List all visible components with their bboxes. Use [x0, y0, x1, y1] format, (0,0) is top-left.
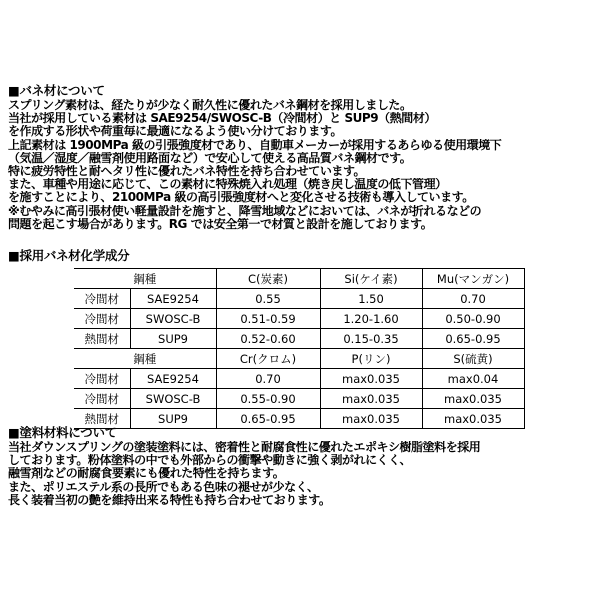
composition-table-2	[74, 348, 525, 429]
table-cell: SWOSC-B	[130, 309, 216, 329]
table-cell: 0.15-0.35	[320, 329, 422, 349]
table-cell: 冷間材	[74, 289, 130, 309]
paragraph-line: 上記素材は 1900MPa 級の引張強度材であり、自動車メーカーが採用するあらゆる使用環境下	[8, 138, 502, 152]
paragraph-line: を作成する形状や荷重毎に最適になるよう使い分けております。	[8, 125, 342, 139]
table-row	[74, 309, 524, 329]
table-cell: 0.51-0.59	[216, 309, 320, 329]
table-row	[74, 289, 524, 309]
paragraph-line: 当社ダウンスプリングの塗装塗料には、密着性と耐腐食性に優れたエポキシ樹脂塗料を採用	[8, 441, 481, 454]
table-cell: 0.70	[216, 369, 320, 389]
table-cell: 熱間材	[74, 329, 130, 349]
header-cell-chromium: Cr(クロム)	[216, 349, 320, 369]
table-header-row	[74, 349, 524, 369]
table-cell: max0.04	[422, 369, 524, 389]
table-cell: 0.55-0.90	[216, 389, 320, 409]
paint-material-heading: ■塗料材料について	[8, 425, 117, 440]
paint-material-paragraph	[8, 441, 596, 507]
paragraph-line: 問題を起こす場合があります。RG では安全第一で材質と設計を施しております。	[8, 217, 433, 231]
table-cell: 0.70	[422, 289, 524, 309]
table-row	[74, 369, 524, 389]
table-cell: 冷間材	[74, 369, 130, 389]
table-cell: 0.65-0.95	[216, 409, 320, 429]
table-cell: max0.035	[422, 409, 524, 429]
table-cell: max0.035	[320, 389, 422, 409]
table-cell: max0.035	[320, 369, 422, 389]
paragraph-line: 当社が採用している素材は SAE9254/SWOSC-B（冷間材）と SUP9（熱間材）	[8, 112, 436, 126]
table-cell: max0.035	[320, 409, 422, 429]
chemical-composition-section	[8, 249, 596, 263]
table-cell: 冷間材	[74, 309, 130, 329]
composition-table-1	[74, 268, 525, 349]
table-header-row	[74, 269, 524, 289]
header-cell-carbon: C(炭素)	[216, 269, 320, 289]
spring-material-paragraph	[8, 99, 596, 231]
header-cell-steel-type: 鋼種	[74, 269, 216, 289]
header-cell-phosphorus: P(リン)	[320, 349, 422, 369]
paragraph-line: 長く装着当初の艶を維持出来る特性も持ち合わせております。	[8, 493, 331, 507]
spring-material-heading: ■バネ材について	[8, 83, 105, 98]
table-cell: SUP9	[130, 409, 216, 429]
paragraph-line: また、ポリエステル系の長所でもある色味の褪せが少なく、	[8, 480, 319, 494]
paragraph-line: また、車種や用途に応じて、この素材に特殊焼入れ処理（焼き戻し温度の低下管理）	[8, 178, 447, 192]
paint-material-section	[8, 426, 596, 507]
table-cell: max0.035	[422, 389, 524, 409]
table-cell: SWOSC-B	[130, 389, 216, 409]
table-cell: 0.55	[216, 289, 320, 309]
table-cell: SUP9	[130, 329, 216, 349]
paragraph-line: を施すことにより、2100MPa 級の高引張強度材へと変化させる技術も導入しています。	[8, 191, 474, 205]
table-cell: 1.20-1.60	[320, 309, 422, 329]
table-row	[74, 329, 524, 349]
paragraph-line: 融雪剤などの耐腐食要素にも優れた特性を持ちます。	[8, 467, 285, 481]
table-row	[74, 389, 524, 409]
header-cell-steel-type: 鋼種	[74, 349, 216, 369]
header-cell-silicon: Si(ケイ素)	[320, 269, 422, 289]
table-cell: SAE9254	[130, 369, 216, 389]
table-cell: 0.52-0.60	[216, 329, 320, 349]
spring-material-section	[8, 84, 596, 231]
paragraph-line: ※むやみに高引張材使い軽量設計を施すと、降雪地域などにおいては、バネが折れるなどの	[8, 204, 482, 218]
header-cell-sulfur: S(硫黄)	[422, 349, 524, 369]
table-cell: 0.65-0.95	[422, 329, 524, 349]
paragraph-line: （気温／湿度／融雪剤使用路面など）で安心して使える高品質バネ鋼材です。	[8, 151, 412, 165]
table-cell: 熱間材	[74, 409, 130, 429]
table-cell: 0.50-0.90	[422, 309, 524, 329]
paragraph-line: しております。粉体塗料の中でも外部からの衝撃や動きに強く剥がれにくく、	[8, 454, 412, 468]
table-cell: 1.50	[320, 289, 422, 309]
paragraph-line: 特に疲労特性と耐ヘタリ性に優れたバネ特性を持ち合わせています。	[8, 165, 366, 179]
header-cell-manganese: Mu(マンガン)	[422, 269, 524, 289]
table-cell: 冷間材	[74, 389, 130, 409]
table-cell: SAE9254	[130, 289, 216, 309]
chemical-composition-heading: ■採用バネ材化学成分	[8, 248, 130, 263]
paragraph-line: スプリング素材は、経たりが少なく耐久性に優れたバネ鋼材を採用しました。	[8, 99, 412, 112]
